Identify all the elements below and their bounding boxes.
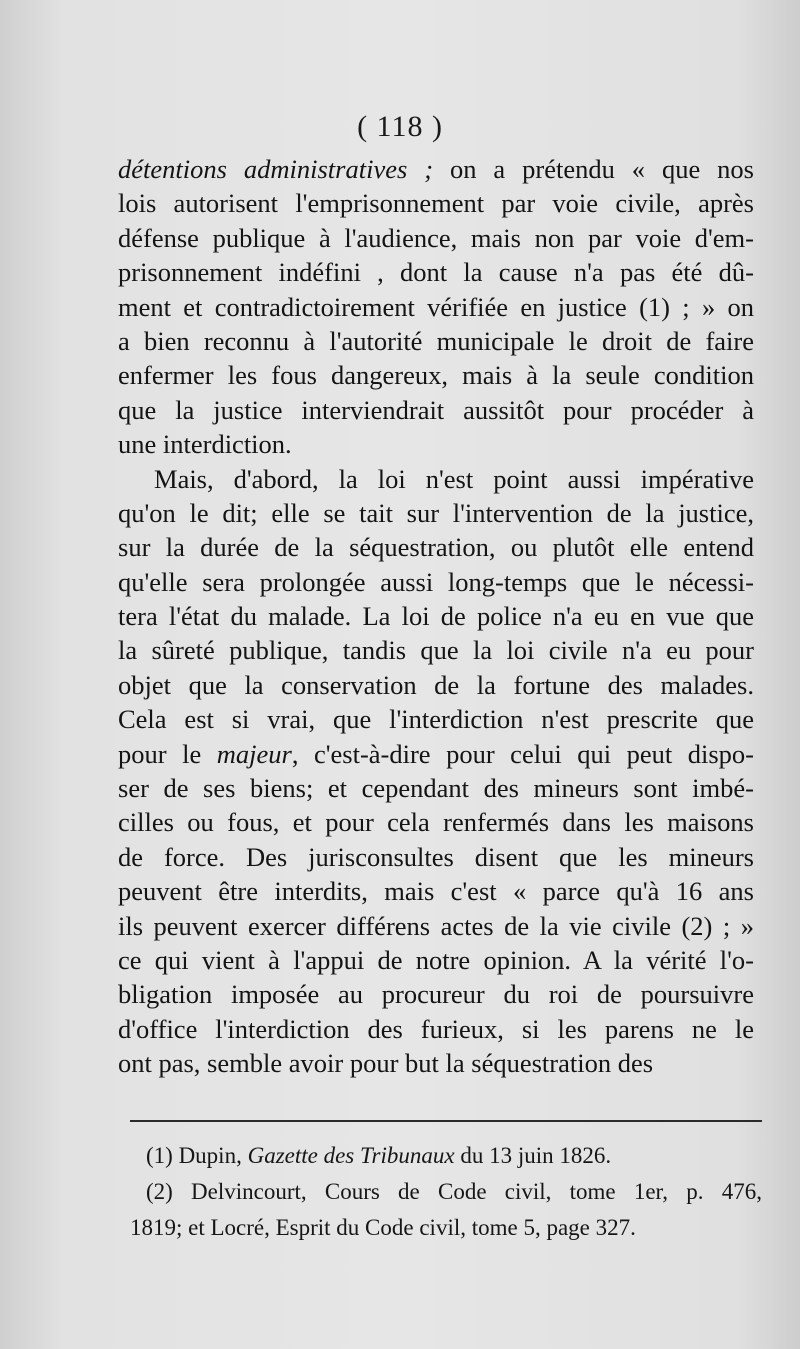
text-run: 1819; et Locré, Esprit du Code civil, tome 5, page 327. bbox=[130, 1215, 636, 1240]
text-line bbox=[118, 668, 754, 702]
italic-run: Gazette des Tribunaux bbox=[247, 1143, 455, 1168]
text-run: défense publique à l'audience, mais non par voie d'em- bbox=[118, 222, 754, 253]
text-line bbox=[118, 290, 754, 324]
text-run: (1) Dupin, bbox=[146, 1143, 248, 1168]
footnote-line bbox=[130, 1210, 762, 1246]
text-line bbox=[118, 324, 754, 358]
text-line bbox=[118, 530, 754, 564]
text-line bbox=[118, 805, 754, 839]
text-line bbox=[118, 565, 754, 599]
text-line bbox=[118, 737, 754, 771]
text-line bbox=[118, 1046, 754, 1080]
text-line bbox=[118, 943, 754, 977]
footnote-line bbox=[130, 1138, 762, 1174]
text-run: on a prétendu « que nos bbox=[433, 154, 754, 184]
page-number-header: ( 118 ) bbox=[357, 110, 443, 143]
footnote-line bbox=[130, 1174, 762, 1210]
text-run: la sûreté publique, tandis que la loi civile n'a eu pour bbox=[118, 635, 754, 666]
text-line bbox=[118, 909, 754, 943]
text-line bbox=[118, 462, 754, 496]
footnote bbox=[130, 1174, 762, 1246]
text-run: peuvent être interdits, mais c'est « parce qu'à 16 ans bbox=[118, 876, 754, 907]
text-run: qu'on le dit; elle se tait sur l'intervention de la justice, bbox=[118, 497, 754, 528]
paragraph bbox=[118, 462, 754, 1081]
text-run: ser de ses biens; et cependant des mineurs sont imbé- bbox=[118, 773, 754, 804]
text-line bbox=[118, 186, 754, 220]
text-line bbox=[118, 874, 754, 908]
text-run: de force. Des jurisconsultes disent que les mineurs bbox=[118, 841, 754, 872]
text-line bbox=[118, 255, 754, 289]
footnote-rule bbox=[130, 1120, 762, 1122]
text-run: d'office l'interdiction des furieux, si les parens ne le bbox=[118, 1013, 754, 1044]
text-line bbox=[118, 702, 754, 736]
text-line bbox=[118, 633, 754, 667]
text-line bbox=[118, 427, 754, 461]
text-line bbox=[118, 393, 754, 427]
text-run: a bien reconnu à l'autorité municipale le droit de faire bbox=[118, 325, 754, 356]
text-run: ment et contradictoirement vérifiée en justice (1) ; » on bbox=[118, 291, 754, 322]
text-run: que la justice interviendrait aussitôt pour procéder à bbox=[118, 394, 754, 425]
text-line bbox=[118, 771, 754, 805]
text-run: objet que la conservation de la fortune des malades. bbox=[118, 669, 754, 700]
italic-run: majeur bbox=[216, 738, 292, 769]
text-run: Cela est si vrai, que l'interdiction n'est prescrite que bbox=[118, 704, 754, 735]
text-run: , c'est-à-dire pour celui qui peut dispo- bbox=[291, 738, 754, 769]
text-line bbox=[118, 840, 754, 874]
text-run: cilles ou fous, et pour cela renfermés dans les maisons bbox=[118, 807, 754, 838]
text-run: du 13 juin 1826. bbox=[454, 1143, 612, 1168]
text-line bbox=[118, 496, 754, 530]
text-run: enfermer les fous dangereux, mais à la seule condition bbox=[118, 360, 754, 391]
text-run: ont pas, semble avoir pour but la séquestration des bbox=[118, 1048, 654, 1079]
paragraph bbox=[118, 152, 754, 462]
text-run: bligation imposée au procureur du roi de poursuivre bbox=[118, 979, 754, 1010]
text-run: tera l'état du malade. La loi de police n'a eu en vue que bbox=[118, 601, 754, 632]
footnote bbox=[130, 1138, 762, 1174]
text-line bbox=[118, 221, 754, 255]
text-run: pour le bbox=[118, 738, 217, 769]
text-run: ils peuvent exercer différens actes de la vie civile (2) ; » bbox=[118, 910, 754, 941]
text-line bbox=[118, 599, 754, 633]
text-run: (2) Delvincourt, Cours de Code civil, tome 1er, p. 476, bbox=[146, 1179, 762, 1204]
text-run: sur la durée de la séquestration, ou plutôt elle entend bbox=[118, 532, 754, 563]
body-text bbox=[118, 152, 754, 1081]
text-line bbox=[118, 1012, 754, 1046]
text-run: prisonnement indéfini , dont la cause n'a pas été dû- bbox=[118, 257, 754, 288]
text-run: Mais, d'abord, la loi n'est point aussi impérative bbox=[154, 463, 754, 494]
text-run: ce qui vient à l'appui de notre opinion. A la vérité l'o- bbox=[118, 944, 754, 975]
italic-run: détentions administratives ; bbox=[118, 154, 434, 184]
text-line bbox=[118, 977, 754, 1011]
text-run: qu'elle sera prolongée aussi long-temps que le nécessi- bbox=[118, 566, 754, 597]
text-run: lois autorisent l'emprisonnement par voie civile, après bbox=[118, 188, 754, 219]
footnotes bbox=[130, 1138, 762, 1246]
text-line bbox=[118, 152, 754, 186]
text-run: une interdiction. bbox=[118, 429, 292, 460]
text-line bbox=[118, 358, 754, 392]
